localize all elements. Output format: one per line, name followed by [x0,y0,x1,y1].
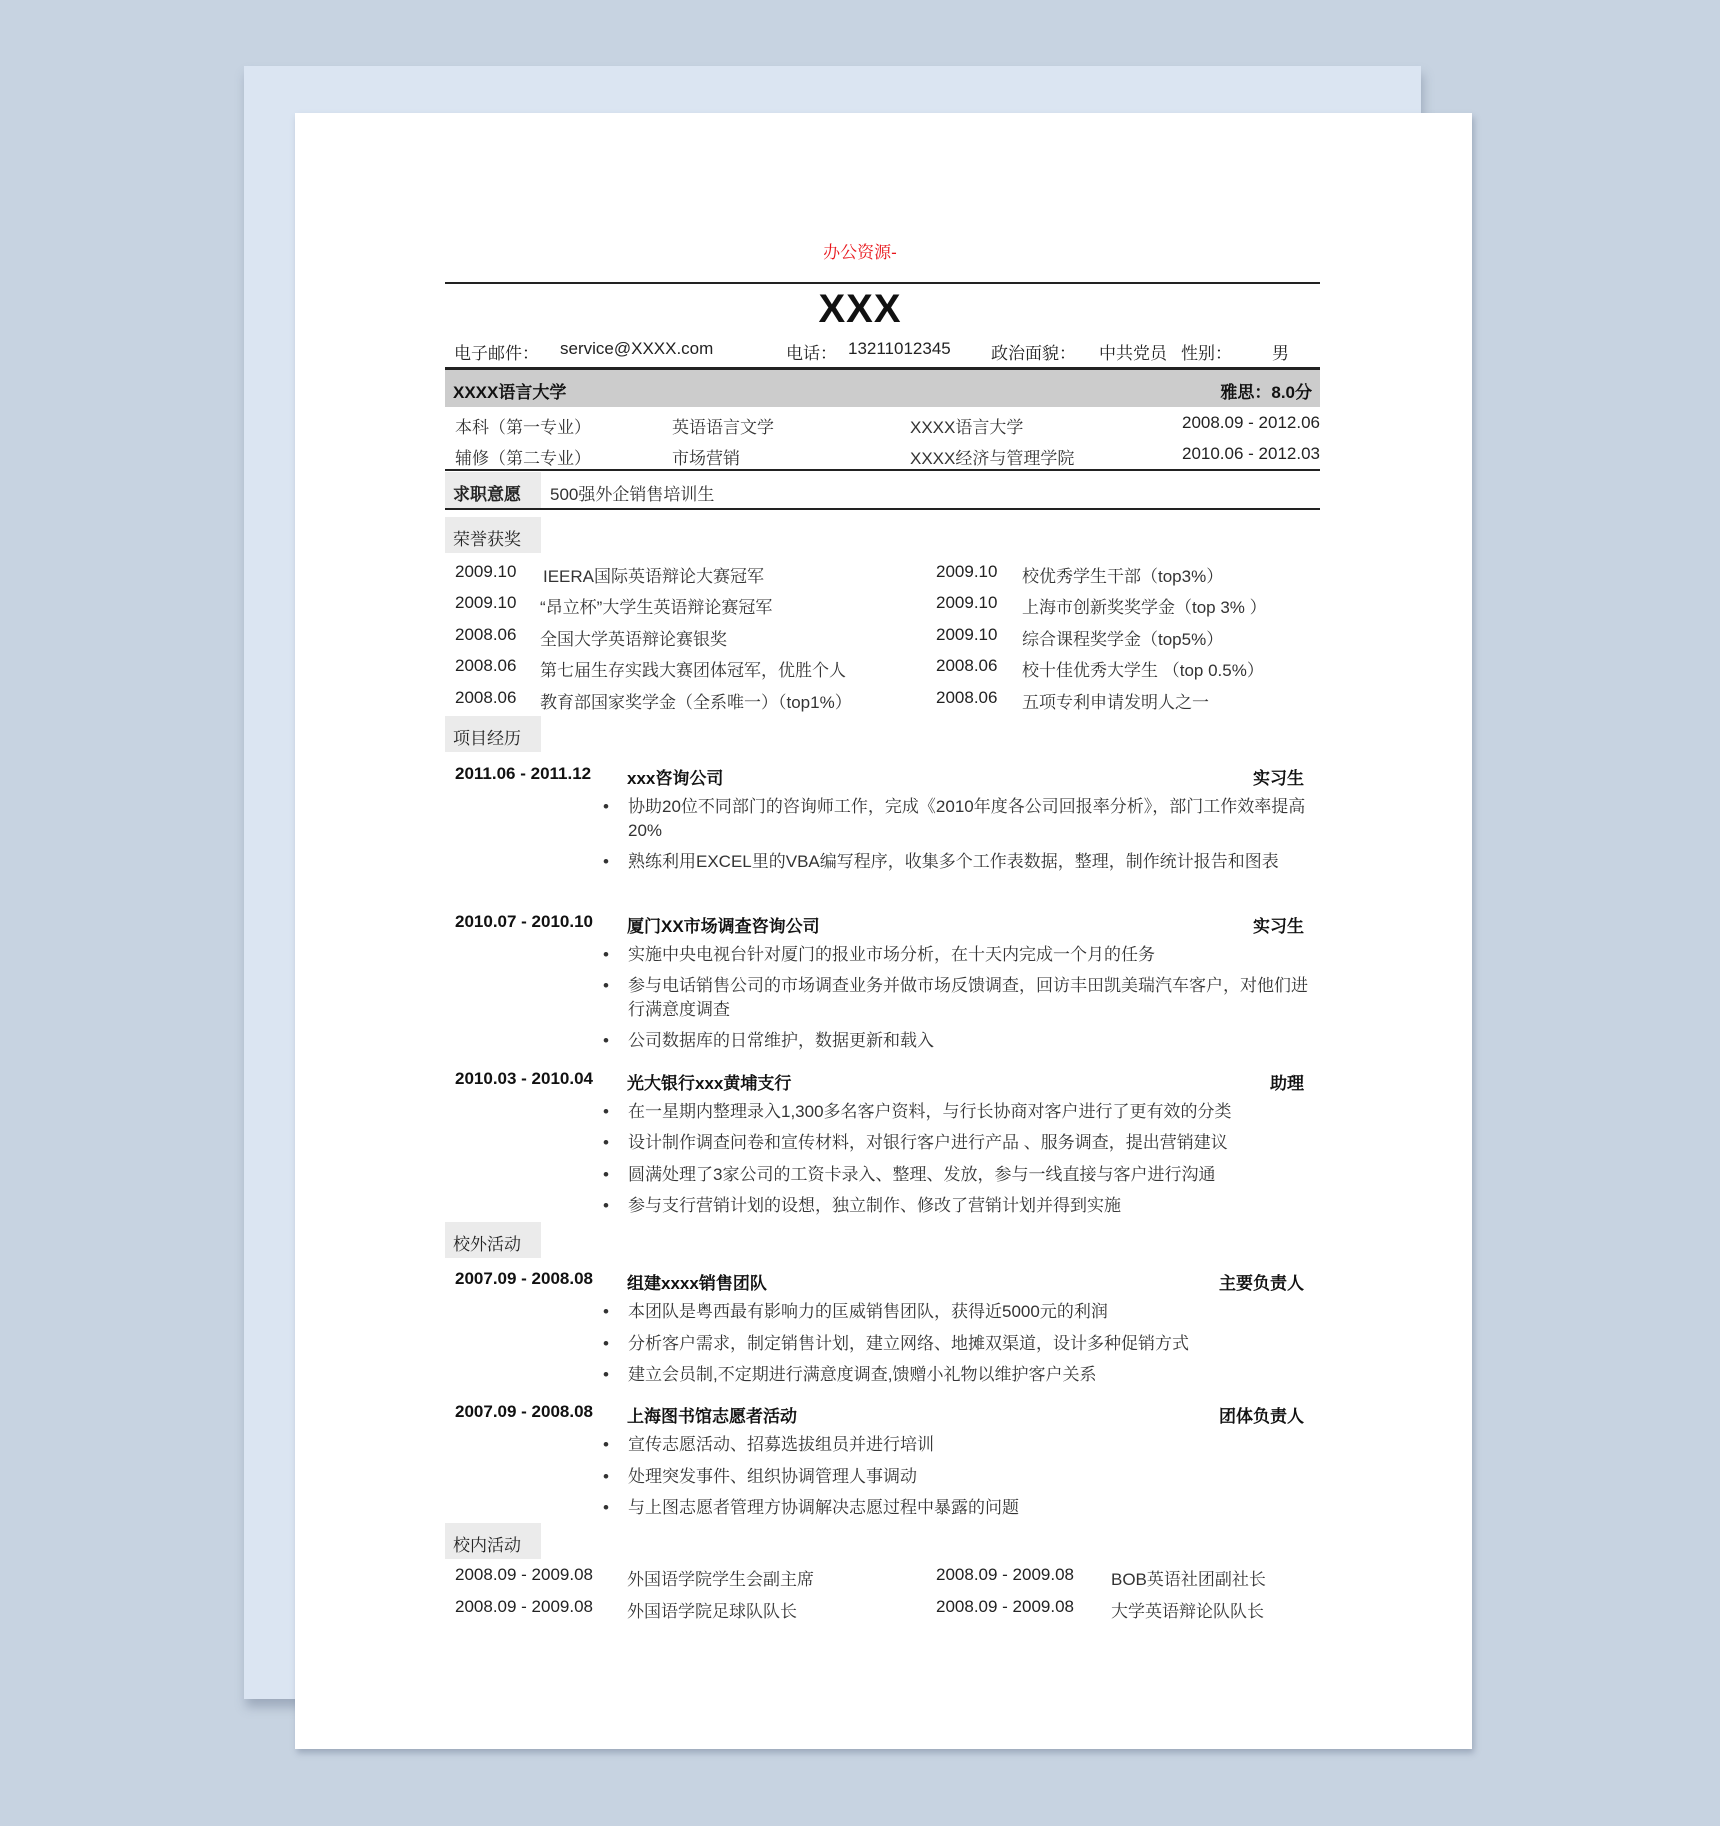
campus-role: 外国语学院足球队队长 [627,1602,797,1621]
bullet-icon: • [603,1435,609,1454]
bullet-item: • 在一星期内整理录入1,300多名客户资料，与行长协商对客户进行了更有效的分类 [603,1100,1315,1124]
phone-label: 电话： [786,344,837,363]
political-value: 中共党员 [1099,344,1167,363]
bullet-item: • 参与电话销售公司的市场调查业务并做市场反馈调查，回访丰田凯美瑞汽车客户，对他们进行满意度调查 [603,976,1308,1019]
email-value: service@XXXX.com [560,339,714,358]
bullet-item: • 公司数据库的日常维护，数据更新和载入 [603,1029,1315,1053]
bullet-item: • 熟练利用EXCEL里的VBA编写程序，收集多个工作表数据，整理，制作统计报告和图表 [603,850,1315,874]
bullet-item: • 协助20位不同部门的咨询师工作，完成《2010年度各公司回报率分析》，部门工作效率提高20% [603,797,1306,840]
project-role: 助理 [1270,1074,1304,1093]
project-period: 2010.07 - 2010.10 [455,912,594,931]
award-text: 校优秀学生干部（top3%） [1022,567,1224,586]
bullet-item: • 分析客户需求，制定销售计划，建立网络、地摊双渠道，设计多种促销方式 [603,1332,1315,1356]
award-date: 2009.10 [455,593,517,612]
objective-bottom-rule [445,508,1320,510]
ielts-score: 雅思：8.0分 [1220,383,1312,402]
school: XXXX经济与管理学院 [910,449,1075,468]
award-text: 第七届生存实践大赛团体冠军，优胜个人 [540,661,846,680]
bullet-icon: • [603,1365,609,1384]
bullet-icon: • [603,1334,609,1353]
honors-section-label: 荣誉获奖 [445,517,541,553]
award-date: 2009.10 [936,625,998,644]
bullet-icon: • [603,1102,609,1121]
project-role: 实习生 [1253,769,1304,788]
objective-label: 求职意愿 [445,472,541,508]
bullet-item: • 宣传志愿活动、招募选拔组员并进行培训 [603,1433,1315,1457]
activity-role: 团体负责人 [1219,1407,1304,1426]
campus-period: 2008.09 - 2009.08 [455,1597,594,1616]
bullet-icon: • [603,1031,609,1050]
school-name: XXXX语言大学 [453,383,567,402]
award-date: 2008.06 [455,688,517,707]
project-org: xxx咨询公司 [627,769,724,788]
campus-period: 2008.09 - 2009.08 [936,1565,1075,1584]
award-date: 2008.06 [936,656,998,675]
major: 市场营销 [672,449,740,468]
campus-period: 2008.09 - 2009.08 [936,1597,1075,1616]
email-label: 电子邮件： [454,344,539,363]
campus-period: 2008.09 - 2009.08 [455,1565,594,1584]
degree: 本科（第一专业） [455,418,591,437]
activity-period: 2007.09 - 2008.08 [455,1402,594,1421]
activity-period: 2007.09 - 2008.08 [455,1269,594,1288]
award-text: 教育部国家奖学金（全系唯一）（top1%） [540,693,852,712]
bullet-icon: • [603,1302,609,1321]
award-date: 2009.10 [936,593,998,612]
bullet-item: • 本团队是粤西最有影响力的匡威销售团队，获得近5000元的利润 [603,1300,1315,1324]
bullet-icon: • [603,1498,609,1517]
bullet-icon: • [603,797,609,816]
bullet-item: • 建立会员制,不定期进行满意度调查,馈赠小礼物以维护客户关系 [603,1363,1315,1387]
award-text: 综合课程奖学金（top5%） [1022,630,1224,649]
gender-value: 男 [1272,344,1289,363]
school: XXXX语言大学 [910,418,1024,437]
objective-value: 500强外企销售培训生 [550,485,715,504]
education-header-bar [445,370,1320,407]
bullet-icon: • [603,852,609,871]
activity-org: 上海图书馆志愿者活动 [627,1407,797,1426]
award-text: IEERA国际英语辩论大赛冠军 [543,567,765,586]
projects-section-label: 项目经历 [445,716,541,752]
top-rule [445,282,1320,284]
award-text: “昂立杯”大学生英语辩论赛冠军 [540,598,773,617]
award-text: 五项专利申请发明人之一 [1022,693,1209,712]
watermark: 办公资源- [823,243,897,262]
major: 英语语言文学 [672,418,774,437]
award-date: 2009.10 [455,562,517,581]
project-period: 2011.06 - 2011.12 [455,764,592,783]
campus-role: 外国语学院学生会副主席 [627,1570,814,1589]
campus-role: 大学英语辩论队队长 [1111,1602,1264,1621]
award-date: 2008.06 [455,656,517,675]
phone-value: 13211012345 [848,339,951,358]
award-date: 2008.06 [455,625,517,644]
project-period: 2010.03 - 2010.04 [455,1069,594,1088]
bullet-icon: • [603,1165,609,1184]
bullet-item: • 实施中央电视台针对厦门的报业市场分析，在十天内完成一个月的任务 [603,943,1315,967]
bullet-item: • 参与支行营销计划的设想，独立制作、修改了营销计划并得到实施 [603,1194,1315,1218]
candidate-name: XXX [818,287,902,331]
bullet-icon: • [603,976,609,995]
bullet-icon: • [603,945,609,964]
bullet-item: • 设计制作调查问卷和宣传材料，对银行客户进行产品 、服务调查，提出营销建议 [603,1131,1315,1155]
bullet-icon: • [603,1467,609,1486]
award-text: 校十佳优秀大学生 （top 0.5%） [1022,661,1264,680]
project-org: 光大银行xxx黄埔支行 [627,1074,792,1093]
project-org: 厦门XX市场调查咨询公司 [627,917,820,936]
award-text: 全国大学英语辩论赛银奖 [540,630,727,649]
award-date: 2008.06 [936,688,998,707]
bullet-icon: • [603,1196,609,1215]
award-date: 2009.10 [936,562,998,581]
bullet-item: • 与上图志愿者管理方协调解决志愿过程中暴露的问题 [603,1496,1315,1520]
bullet-item: • 圆满处理了3家公司的工资卡录入、整理、发放，参与一线直接与客户进行沟通 [603,1163,1315,1187]
political-label: 政治面貌： [991,344,1076,363]
external-section-label: 校外活动 [445,1222,541,1258]
bullet-item: • 处理突发事件、组织协调管理人事调动 [603,1465,1315,1489]
award-text: 上海市创新奖奖学金（top 3% ） [1022,598,1267,617]
objective-top-rule [445,469,1320,471]
period: 2010.06 - 2012.03 [1181,444,1320,463]
degree: 辅修（第二专业） [455,449,591,468]
project-role: 实习生 [1253,917,1304,936]
activity-role: 主要负责人 [1219,1274,1304,1293]
period: 2008.09 - 2012.06 [1181,413,1320,432]
activity-org: 组建xxxx销售团队 [627,1274,767,1293]
campus-section-label: 校内活动 [445,1523,541,1559]
campus-role: BOB英语社团副社长 [1111,1570,1266,1589]
gender-label: 性别： [1181,344,1232,363]
bullet-icon: • [603,1133,609,1152]
